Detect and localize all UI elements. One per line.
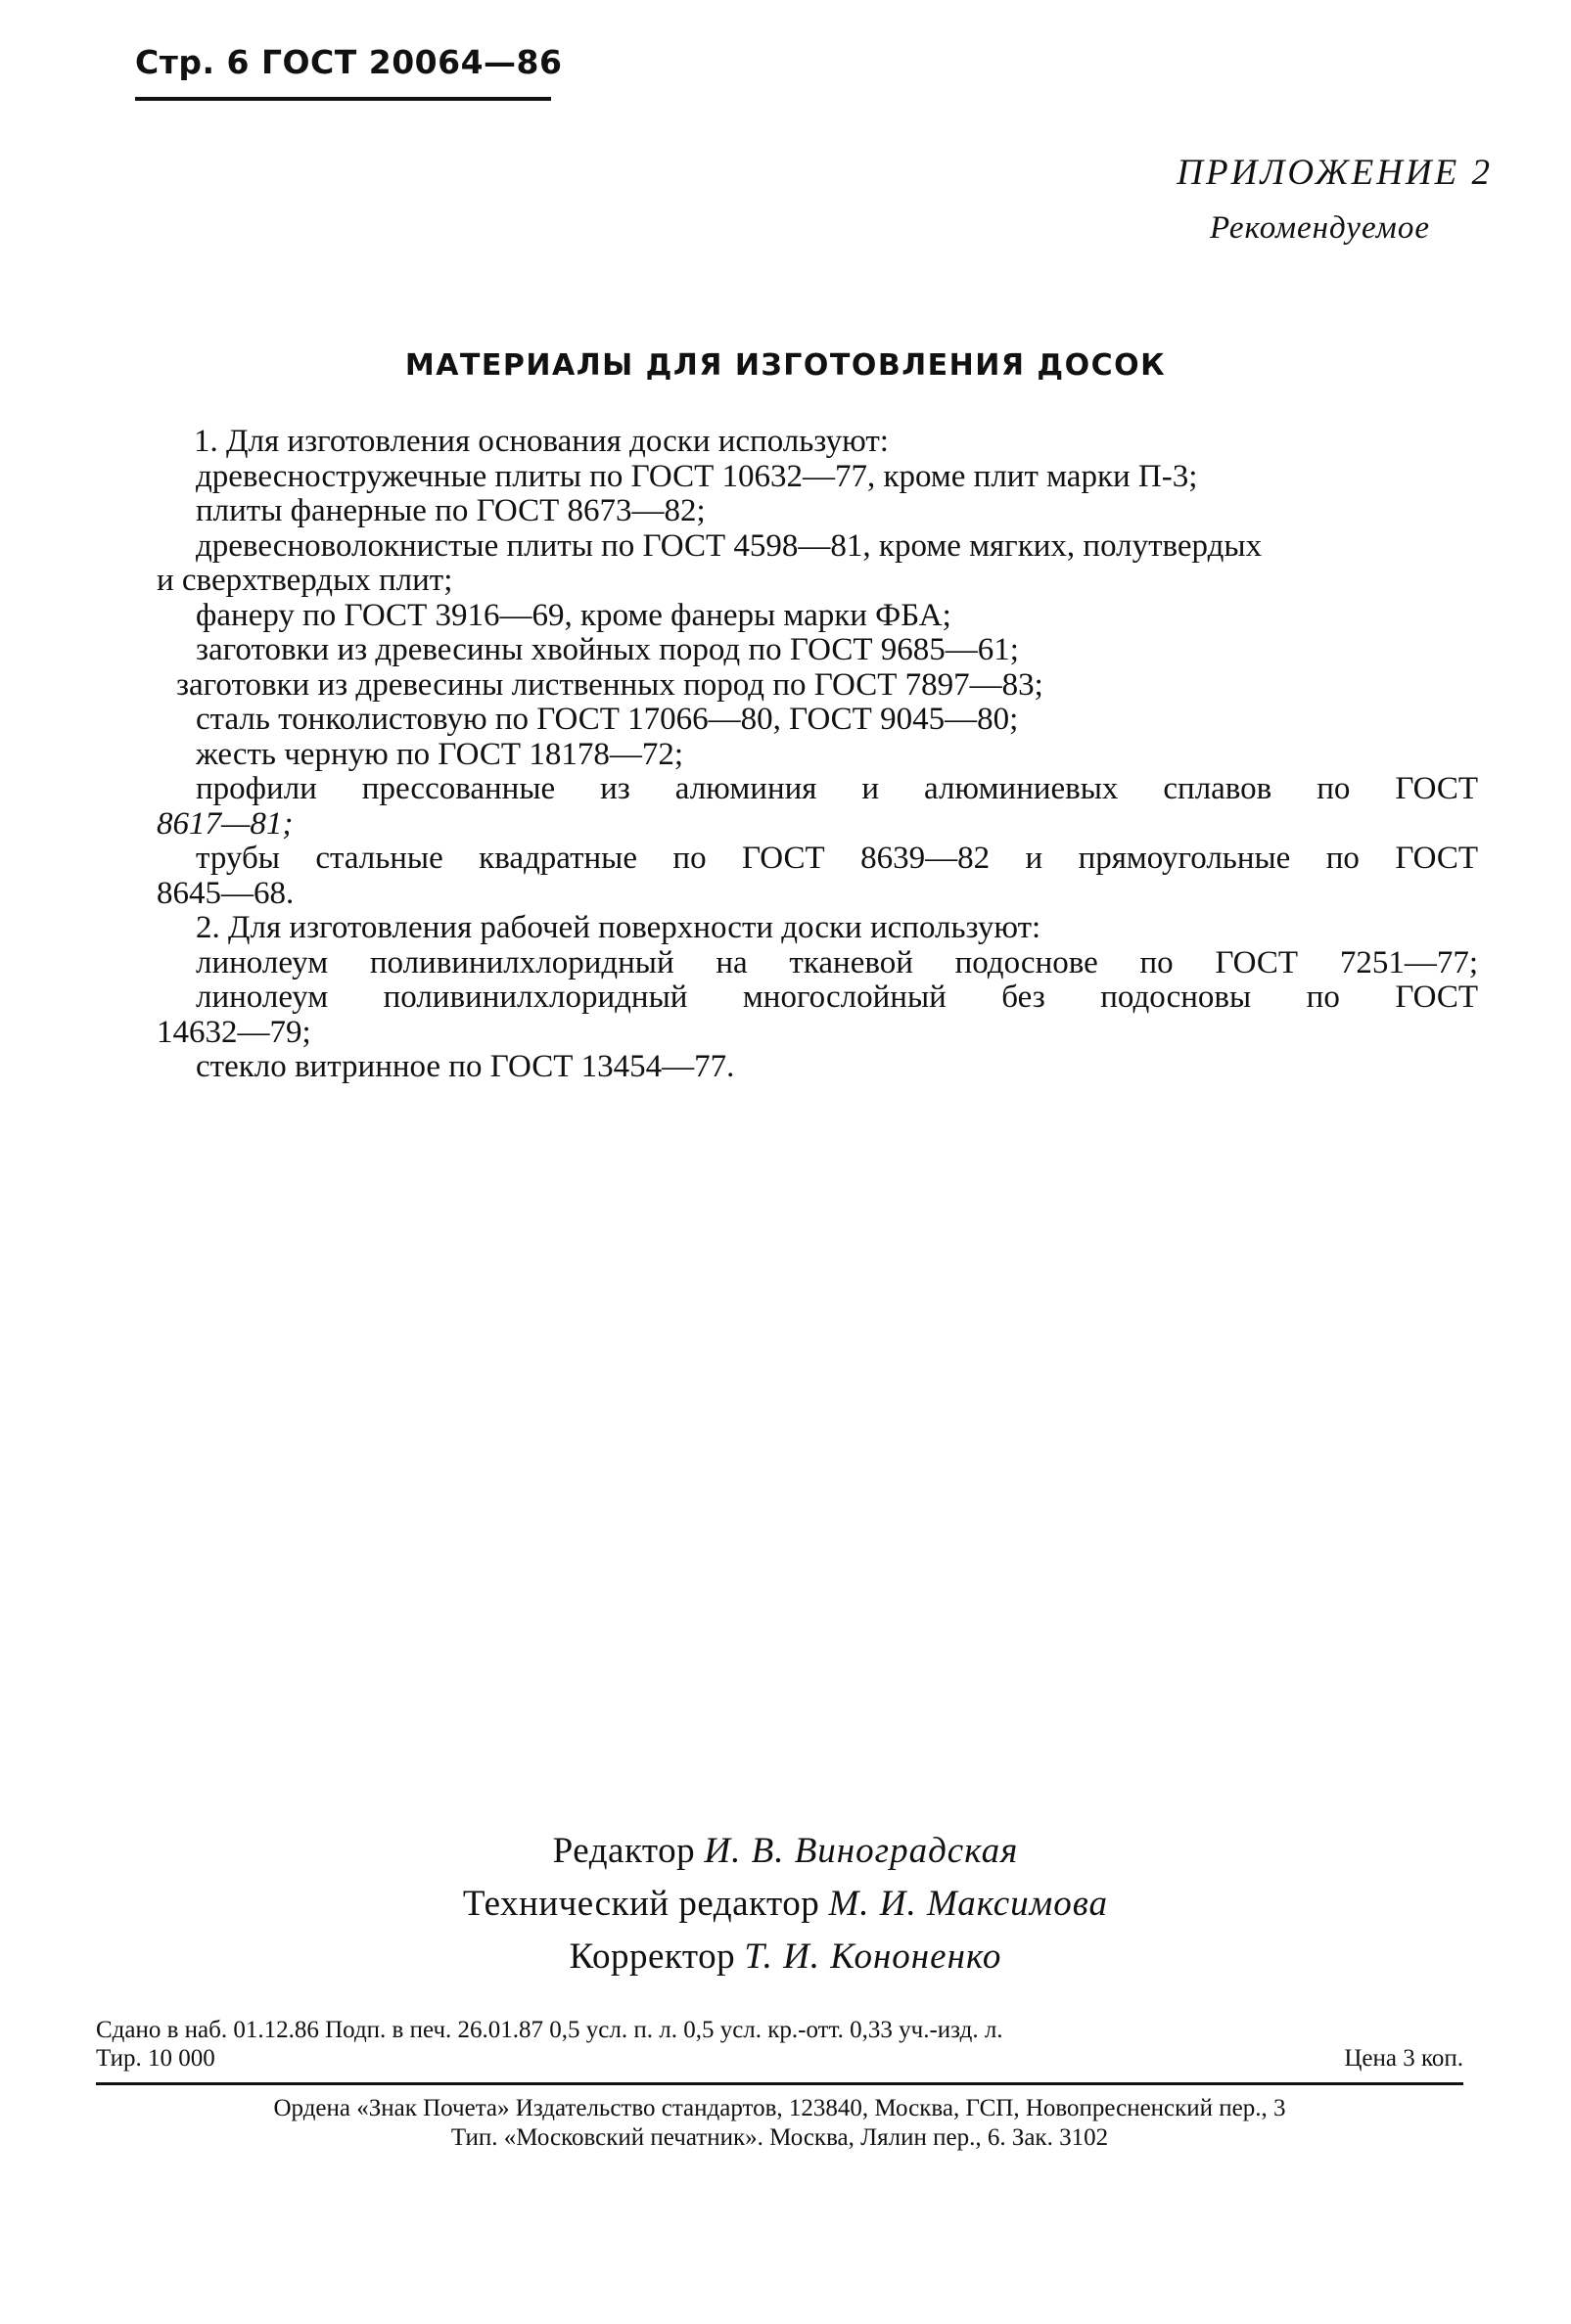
print-run: Тир. 10 000	[96, 2045, 215, 2072]
tech-editor-line	[0, 1878, 1571, 1931]
editor-line	[0, 1825, 1571, 1878]
appendix-status: Рекомендуемое	[1209, 210, 1430, 246]
imprint-line: Сдано в наб. 01.12.86 Подп. в печ. 26.01.87 0,5 усл. п. л. 0,5 усл. кр.-отт. 0,33 уч.-изд. л.	[96, 2017, 1003, 2043]
body-line: трубы стальные квадратные по ГОСТ 8639—82 и прямоугольные по ГОСТ	[196, 841, 1478, 876]
imprint-block	[96, 2016, 1463, 2073]
printer-line: Тип. «Московский печатник». Москва, Лялин пер., 6. Зак. 3102	[450, 2124, 1109, 2151]
body-line: 2. Для изготовления рабочей поверхности доски используют:	[196, 910, 1041, 945]
body-line: линолеум поливинилхлоридный многослойный без подосновы по ГОСТ	[196, 980, 1478, 1015]
proofreader-role: Корректор	[569, 1937, 736, 1977]
body-line: древесностружечные плиты по ГОСТ 10632—77, кроме плит марки П-3;	[196, 458, 1198, 494]
imprint-line-2	[96, 2044, 1463, 2073]
body-line: 8617—81;	[157, 805, 294, 842]
credits-block	[0, 1825, 1571, 1983]
body-line: древесноволокнистые плиты по ГОСТ 4598—81, кроме мягких, полутвердых	[196, 527, 1263, 564]
body-line: сталь тонколистовую по ГОСТ 17066—80, ГОСТ 9045—80;	[196, 702, 1019, 737]
body-line: плиты фанерные по ГОСТ 8673—82;	[196, 493, 706, 528]
body-line: стекло витринное по ГОСТ 13454—77.	[196, 1049, 735, 1084]
price: Цена 3 коп.	[1344, 2045, 1463, 2072]
document-title: МАТЕРИАЛЫ ДЛЯ ИЗГОТОВЛЕНИЯ ДОСОК	[404, 348, 1167, 383]
body-line: жесть черную по ГОСТ 18178—72;	[196, 736, 683, 772]
body-line: 1. Для изготовления основания доски используют:	[194, 424, 889, 459]
appendix-label: ПРИЛОЖЕНИЕ 2	[1177, 153, 1493, 193]
page-header: Стр. 6 ГОСТ 20064—86	[135, 43, 563, 81]
imprint-rule	[96, 2082, 1463, 2085]
body-line: 14632—79;	[157, 1014, 311, 1050]
tech-editor-role: Технический редактор	[462, 1884, 820, 1924]
publisher-line: Ордена «Знак Почета» Издательство стандартов, 123840, Москва, ГСП, Новопресненский пер., 3	[273, 2095, 1286, 2121]
editor-name: И. В. Виноградская	[704, 1831, 1019, 1871]
proofreader-name: Т. И. Кононенко	[744, 1937, 1002, 1977]
body-line: заготовки из древесины хвойных пород по ГОСТ 9685—61;	[196, 632, 1019, 667]
header-rule	[135, 97, 551, 101]
body-line: 8645—68.	[157, 875, 295, 911]
publisher-block	[96, 2094, 1463, 2153]
body-line: профили прессованные из алюминия и алюминиевых сплавов по ГОСТ	[196, 771, 1478, 806]
body-line: фанеру по ГОСТ 3916—69, кроме фанеры марки ФБА;	[196, 597, 951, 633]
editor-role: Редактор	[552, 1831, 696, 1871]
body-line: и сверхтвердых плит;	[157, 563, 453, 598]
body-line: заготовки из древесины лиственных пород по ГОСТ 7897—83;	[176, 666, 1043, 703]
appendix-block	[1177, 151, 1493, 251]
body-line: линолеум поливинилхлоридный на тканевой подоснове по ГОСТ 7251—77;	[196, 944, 1478, 980]
proofreader-line	[0, 1931, 1571, 1983]
body-text	[157, 425, 1478, 1085]
tech-editor-name: М. И. Максимова	[828, 1884, 1109, 1924]
